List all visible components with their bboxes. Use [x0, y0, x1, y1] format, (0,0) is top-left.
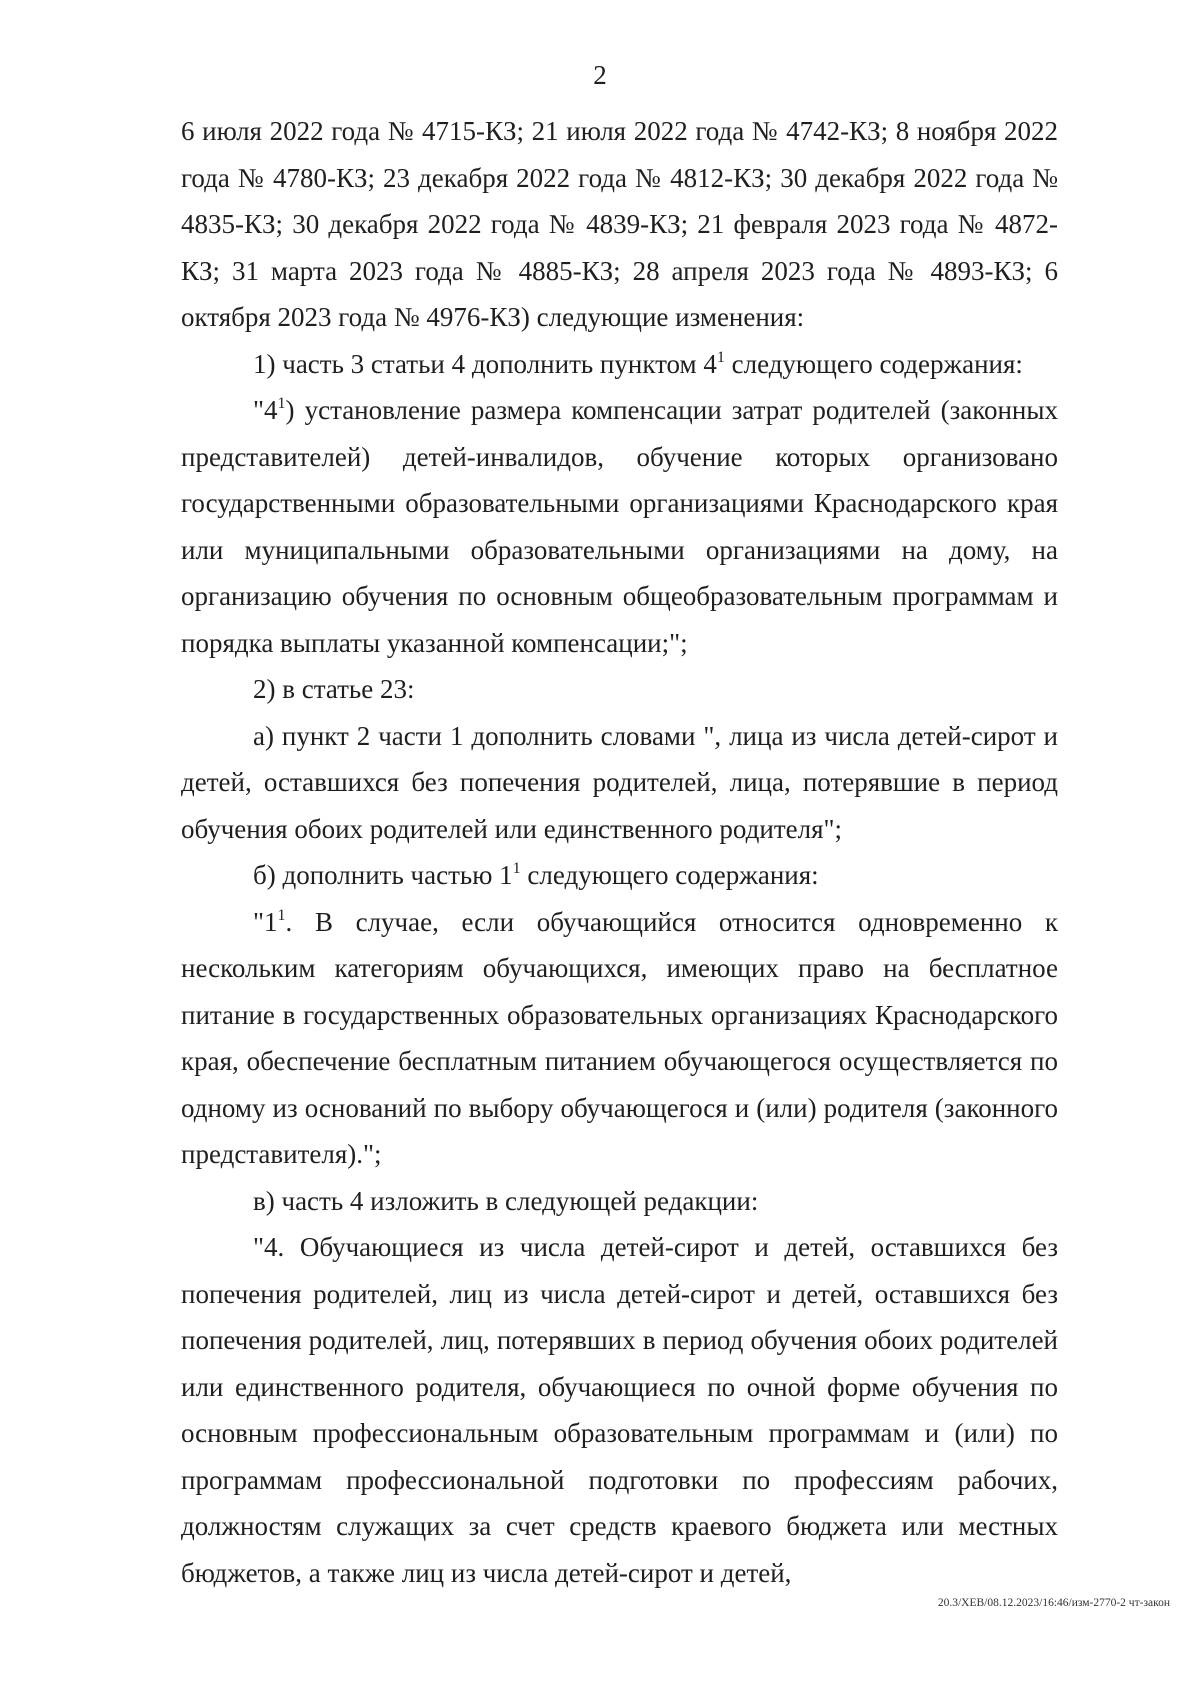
paragraph-item-1: 1) часть 3 статьи 4 дополнить пунктом $4^1$ следующего содержания: [253, 348, 1023, 379]
paragraph-item-2a: а) пункт 2 части 1 дополнить словами ", лица из числа детей-сирот и детей, оставшихся без попечения родителей, лица, потерявшие в период обучения обоих родителей или единственного родителя"; [181, 720, 1058, 844]
paragraph-item-4-1-text: "$4^1$) установление размера компенсации затрат родителей (законных представителей) детей-инвалидов, обучение которых организовано государственными образовательными организациями Краснодарского края или муниципальными образовательными организациями на дому, на организацию обучения по основным общеобразовательным программам и порядка выплаты указанной компенсации;"; [181, 395, 1058, 658]
paragraph-item-2: 2) в статье 23: [253, 674, 415, 704]
paragraph-item-2b: б) дополнить частью $1^1$ следующего содержания: [253, 860, 819, 890]
paragraph-item-2v: в) часть 4 изложить в следующей редакции: [253, 1185, 759, 1216]
document-footer-code: 20.3/ХЕВ/08.12.2023/16:46/изм-2770-2 чт-закон [937, 1597, 1170, 1609]
paragraph-part-1-1-text: "$1^1$. В случае, если обучающийся относится одновременно к нескольким категориям обучающихся, имеющих право на бесплатное питание в государственных образовательных организациях Краснодарского края, обеспечение бесплатным питанием обучающегося осуществляется по одному из оснований по выбору обучающегося и (или) родителя (законного представителя)."; [181, 906, 1058, 1169]
page-number: 2 [593, 60, 607, 90]
document-body [181, 108, 1058, 1596]
paragraph-amendment-list: 6 июля 2022 года № 4715-КЗ; 21 июля 2022 года № 4742-КЗ; 8 ноября 2022 года № 4780-КЗ; 23 декабря 2022 года № 4812-КЗ; 30 декабря 2022 года № 4835-КЗ; 30 декабря 2022 года № 4839-КЗ; 21 февраля 2023 года № 4872-КЗ; 31 марта 2023 года № 4885-КЗ; 28 апреля 2023 года № 4893-КЗ; 6 октября 2023 года № 4976-КЗ) следующие изменения: [181, 116, 1058, 332]
paragraph-part-4-text: "4. Обучающиеся из числа детей-сирот и детей, оставшихся без попечения родителей, лиц из числа детей-сирот и детей, оставшихся без попечения родителей, лиц, потерявших в период обучения обоих родителей или единственного родителя, обучающиеся по очной форме обучения по основным профессиональным образовательным программам и (или) по программам профессиональной подготовки по профессиям рабочих, должностям служащих за счет средств краевого бюджета или местных бюджетов, а также лиц из числа детей-сирот и детей, [181, 1232, 1058, 1588]
